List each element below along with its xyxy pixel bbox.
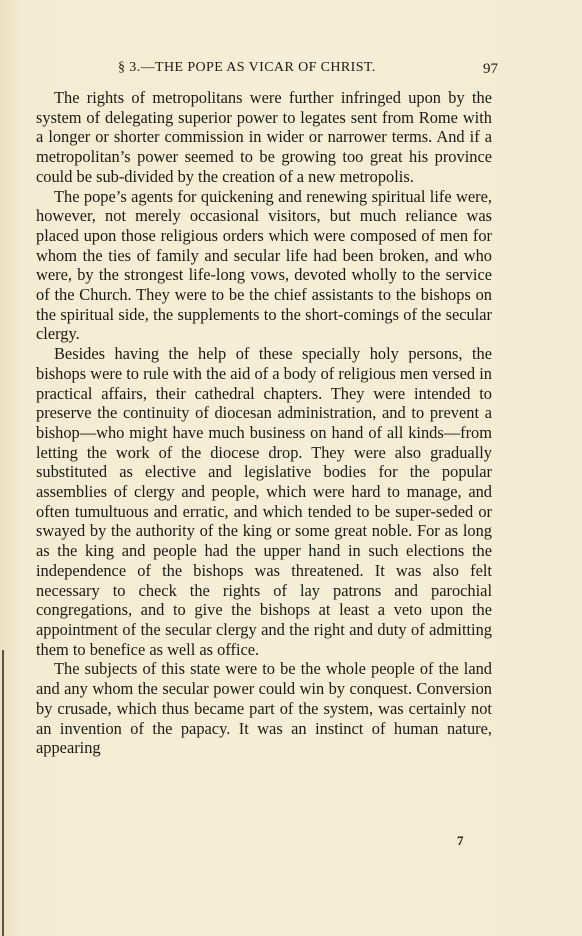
page-edge-shadow (2, 650, 4, 936)
body-text (36, 88, 492, 758)
page-header (36, 60, 498, 82)
paragraph: The rights of metropolitans were further infringed upon by the system of delegating superior power to legates sent from Rome with a longer or shorter commission in wider or narrower terms. And if a metropolitan’s power seemed to be growing too great his province could be sub-divided by the creation of a new metropolis. (36, 88, 492, 186)
signature-mark: 7 (457, 833, 464, 848)
paragraph: The pope’s agents for quickening and renewing spiritual life were, however, not merely occasional visitors, but much reliance was placed upon those religious orders which were composed of men for whom the ties of family and secular life had been broken, and who were, by the strongest life-long vows, devoted wholly to the service of the Church. They were to be the chief assistants to the bishops on the spiritual side, the supplements to the short-comings of the secular clergy. (36, 186, 492, 344)
page-number: 97 (483, 61, 498, 77)
running-head: § 3.—THE POPE AS VICAR OF CHRIST. (118, 60, 376, 75)
paragraph: Besides having the help of these specially holy persons, the bishops were to rule with the aid of a body of religious men versed in practical affairs, their cathedral chapters. They were intended to preserve the continuity of diocesan administration, and to prevent a bishop—who might have much business on hand of all kinds—from letting the work of the diocese drop. They were also gradually substituted as elective and legislative bodies for the popular assemblies of clergy and people, which were hard to manage, and often tumultuous and erratic, and which tended to be super-seded or swayed by the authority of the king or some great noble. For as long as the king and people had the upper hand in such elections the independence of the bishops was threatened. It was also felt necessary to check the rights of lay patrons and parochial congregations, and to give the bishops at least a veto upon the appointment of the secular clergy and the right and duty of admitting them to benefice as well as office. (36, 344, 492, 659)
paragraph: The subjects of this state were to be the whole people of the land and any whom the secular power could win by conquest. Conversion by crusade, which thus became part of the system, was certainly not an invention of the papacy. It was an instinct of human nature, appearing (36, 659, 492, 758)
